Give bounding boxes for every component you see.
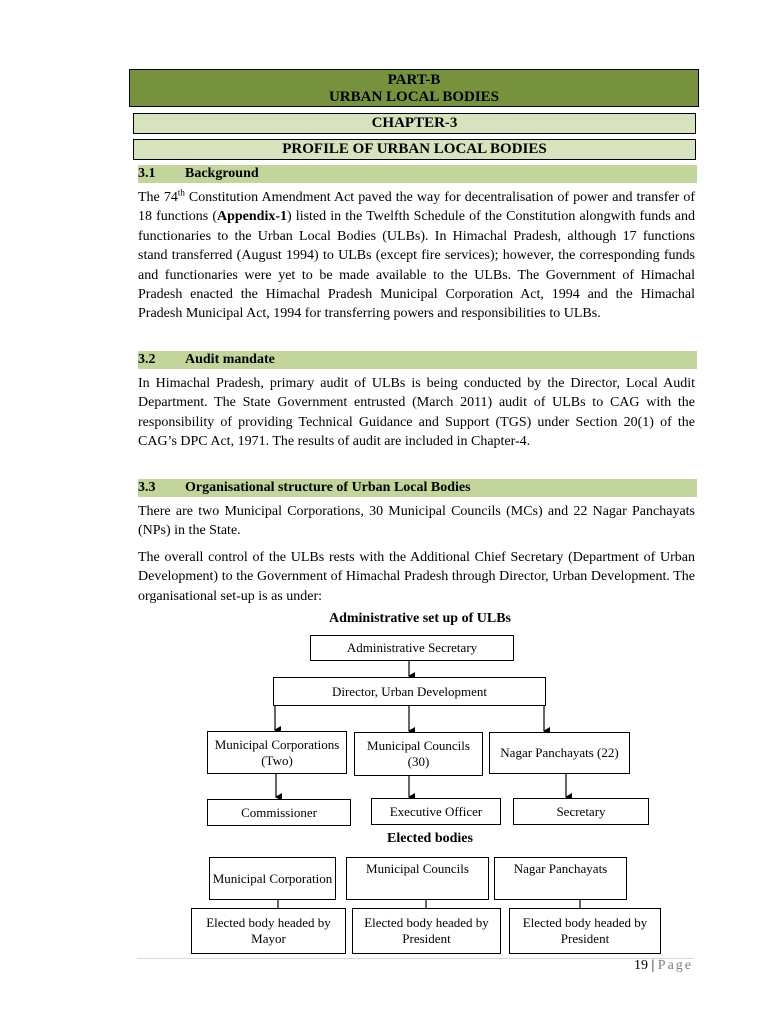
structure-paragraph-1: There are two Municipal Corporations, 30 Municipal Councils (MCs) and 22 Nagar Panchayats (NPs) in the State. [138, 504, 695, 539]
mayor-body-box: Elected body headed by Mayor [191, 908, 346, 954]
text-run: ) listed in the Twelfth Schedule of the Constitution alongwith funds and functionaries to the Urban Local Bodies (ULBs). In Himachal Pradesh, although 17 functions stand transferred (August 1994) to ULBs (except fire services); however, the corresponding funds and functionaries were yet to be made available to the ULBs. The Government of Himachal Pradesh enacted the Himachal Pradesh Municipal Corporation Act, 1994 and the Himachal Pradesh Municipal Act, 1994 for transferring powers and responsibilities to ULBs. [138, 209, 695, 322]
administrative-secretary-box: Administrative Secretary [310, 635, 514, 661]
part-label: PART-B [387, 72, 441, 88]
footer-rule [137, 958, 694, 959]
appendix-reference: Appendix-1 [217, 209, 288, 225]
executive-officer-box: Executive Officer [371, 798, 501, 825]
page-label: Page [657, 958, 693, 973]
section-number: 3.3 [138, 480, 156, 495]
elected-municipal-corporation-box: Municipal Corporation [209, 857, 336, 900]
nagar-president-body-box: Elected body headed by President [509, 908, 661, 954]
section-title: Organisational structure of Urban Local Bodies [185, 480, 471, 495]
municipal-councils-box: Municipal Councils (30) [354, 732, 483, 776]
nagar-panchayats-box: Nagar Panchayats (22) [489, 732, 630, 774]
org-chart-title: Administrative set up of ULBs [328, 611, 511, 626]
section-title: Audit mandate [185, 352, 275, 367]
page-footer [634, 958, 693, 974]
page-separator: | [647, 958, 658, 973]
text-run: The 74 [138, 190, 178, 205]
elected-municipal-councils-box: Municipal Councils [346, 857, 489, 900]
text-run: Constitution Amendment Act paved the way for decentralisation of power and transfer of 18 functions ( [138, 190, 695, 225]
page-number: 19 [633, 958, 648, 973]
councils-president-body-box: Elected body headed by President [352, 908, 501, 954]
chapter-label: CHAPTER-3 [133, 113, 696, 134]
municipal-corporations-box: Municipal Corporations (Two) [207, 731, 347, 774]
audit-mandate-paragraph: In Himachal Pradesh, primary audit of ULBs is being conducted by the Director, Local Audit Department. The State Government entrusted (March 2011) audit of ULBs to CAG with the responsibility of providing Technical Guidance and Support (TGS) under Section 20(1) of the CAG’s DPC Act, 1971. The results of audit are included in Chapter-4. [138, 376, 695, 450]
section-number: 3.1 [138, 166, 156, 181]
elected-nagar-panchayats-box: Nagar Panchayats [494, 857, 627, 900]
director-urban-development-box: Director, Urban Development [273, 677, 546, 706]
superscript: th [177, 187, 185, 198]
structure-paragraph-2: The overall control of the ULBs rests with the Additional Chief Secretary (Department of Urban Development) to the Government of Himachal Pradesh through Director, Urban Development. The organisational set-up is as under: [138, 550, 695, 604]
chapter-title: PROFILE OF URBAN LOCAL BODIES [133, 139, 696, 160]
secretary-box: Secretary [513, 798, 649, 825]
section-number: 3.2 [138, 352, 156, 367]
section-title: Background [185, 166, 259, 181]
part-title: URBAN LOCAL BODIES [328, 89, 500, 105]
commissioner-box: Commissioner [207, 799, 351, 826]
elected-bodies-title: Elected bodies [387, 831, 473, 846]
